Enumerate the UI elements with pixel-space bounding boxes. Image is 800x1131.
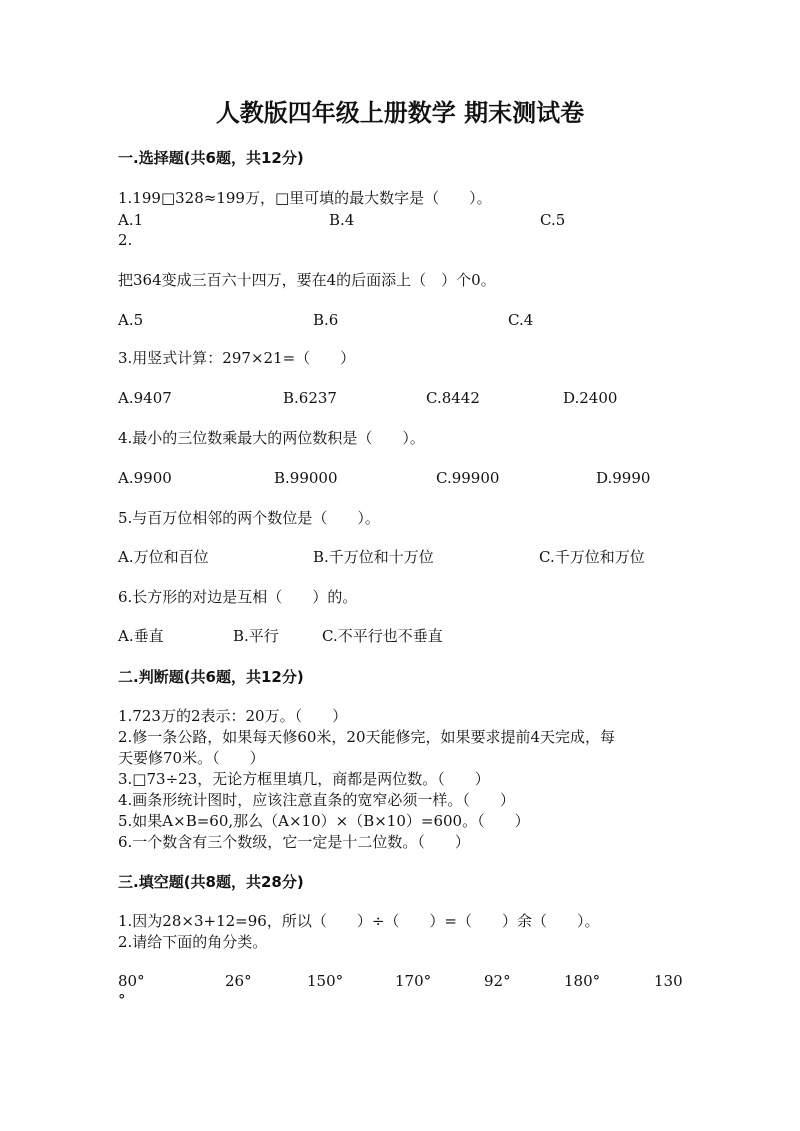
option-a: A.5 [118,311,144,329]
judge-line: 1.723万的2表示：20万。（ ） [118,707,348,725]
option-d: D.2400 [563,389,618,407]
angle-value: 80° [118,972,145,990]
section-heading-fill: 三.填空题(共8题，共28分) [118,873,304,891]
option-c: C.4 [508,311,534,329]
question-text: 1.199□328≈199万，□里可填的最大数字是（ ）。 [118,189,492,207]
option-d: D.9990 [596,469,651,487]
judge-line: 5.如果A×B=60,那么（A×10）×（B×10）=600。（ ） [118,812,530,830]
question-text: 6.长方形的对边是互相（ ）的。 [118,588,358,606]
option-c: C.99900 [436,469,500,487]
option-c: C.千万位和万位 [539,548,645,566]
angle-wrap: ° [118,991,126,1009]
option-b: B.千万位和十万位 [313,548,434,566]
question-text: 把364变成三百六十四万，要在4的后面添上（ ）个0。 [118,271,496,289]
question-text: 4.最小的三位数乘最大的两位数积是（ ）。 [118,429,425,447]
judge-line: 3.□73÷23，无论方框里填几，商都是两位数。（ ） [118,770,490,788]
option-c: C.5 [540,211,566,229]
page-title: 人教版四年级上册数学 期末测试卷 [215,99,585,127]
option-a: A.万位和百位 [118,548,209,566]
angle-value: 180° [564,972,601,990]
fill-line: 2.请给下面的角分类。 [118,933,268,951]
option-a: A.垂直 [118,627,164,645]
question-text: 3.用竖式计算：297×21=（ ） [118,349,356,367]
question-number: 2. [118,231,133,249]
judge-line: 6.一个数含有三个数级，它一定是十二位数。（ ） [118,833,470,851]
option-b: B.平行 [233,627,279,645]
judge-line: 4.画条形统计图时，应该注意直条的宽窄必须一样。（ ） [118,791,515,809]
option-b: B.4 [329,211,355,229]
angle-value: 26° [225,972,252,990]
angle-value: 130 [654,972,683,990]
option-b: B.6 [313,311,339,329]
option-b: B.99000 [274,469,338,487]
judge-line: 2.修一条公路，如果每天修60米，20天能修完，如果要求提前4天完成，每 [118,728,616,746]
option-b: B.6237 [283,389,337,407]
option-a: A.1 [118,211,144,229]
judge-line: 天要修70米。（ ） [118,749,265,767]
option-a: A.9900 [118,469,172,487]
section-heading-choice: 一.选择题(共6题，共12分) [118,149,304,167]
angle-value: 170° [395,972,432,990]
fill-line: 1.因为28×3+12=96，所以（ ）÷（ ）=（ ）余（ ）。 [118,912,600,930]
section-heading-judge: 二.判断题(共6题，共12分) [118,668,304,686]
angle-value: 92° [484,972,511,990]
option-c: C.8442 [426,389,480,407]
option-a: A.9407 [118,389,172,407]
angle-value: 150° [307,972,344,990]
option-c: C.不平行也不垂直 [322,627,443,645]
question-text: 5.与百万位相邻的两个数位是（ ）。 [118,509,380,527]
